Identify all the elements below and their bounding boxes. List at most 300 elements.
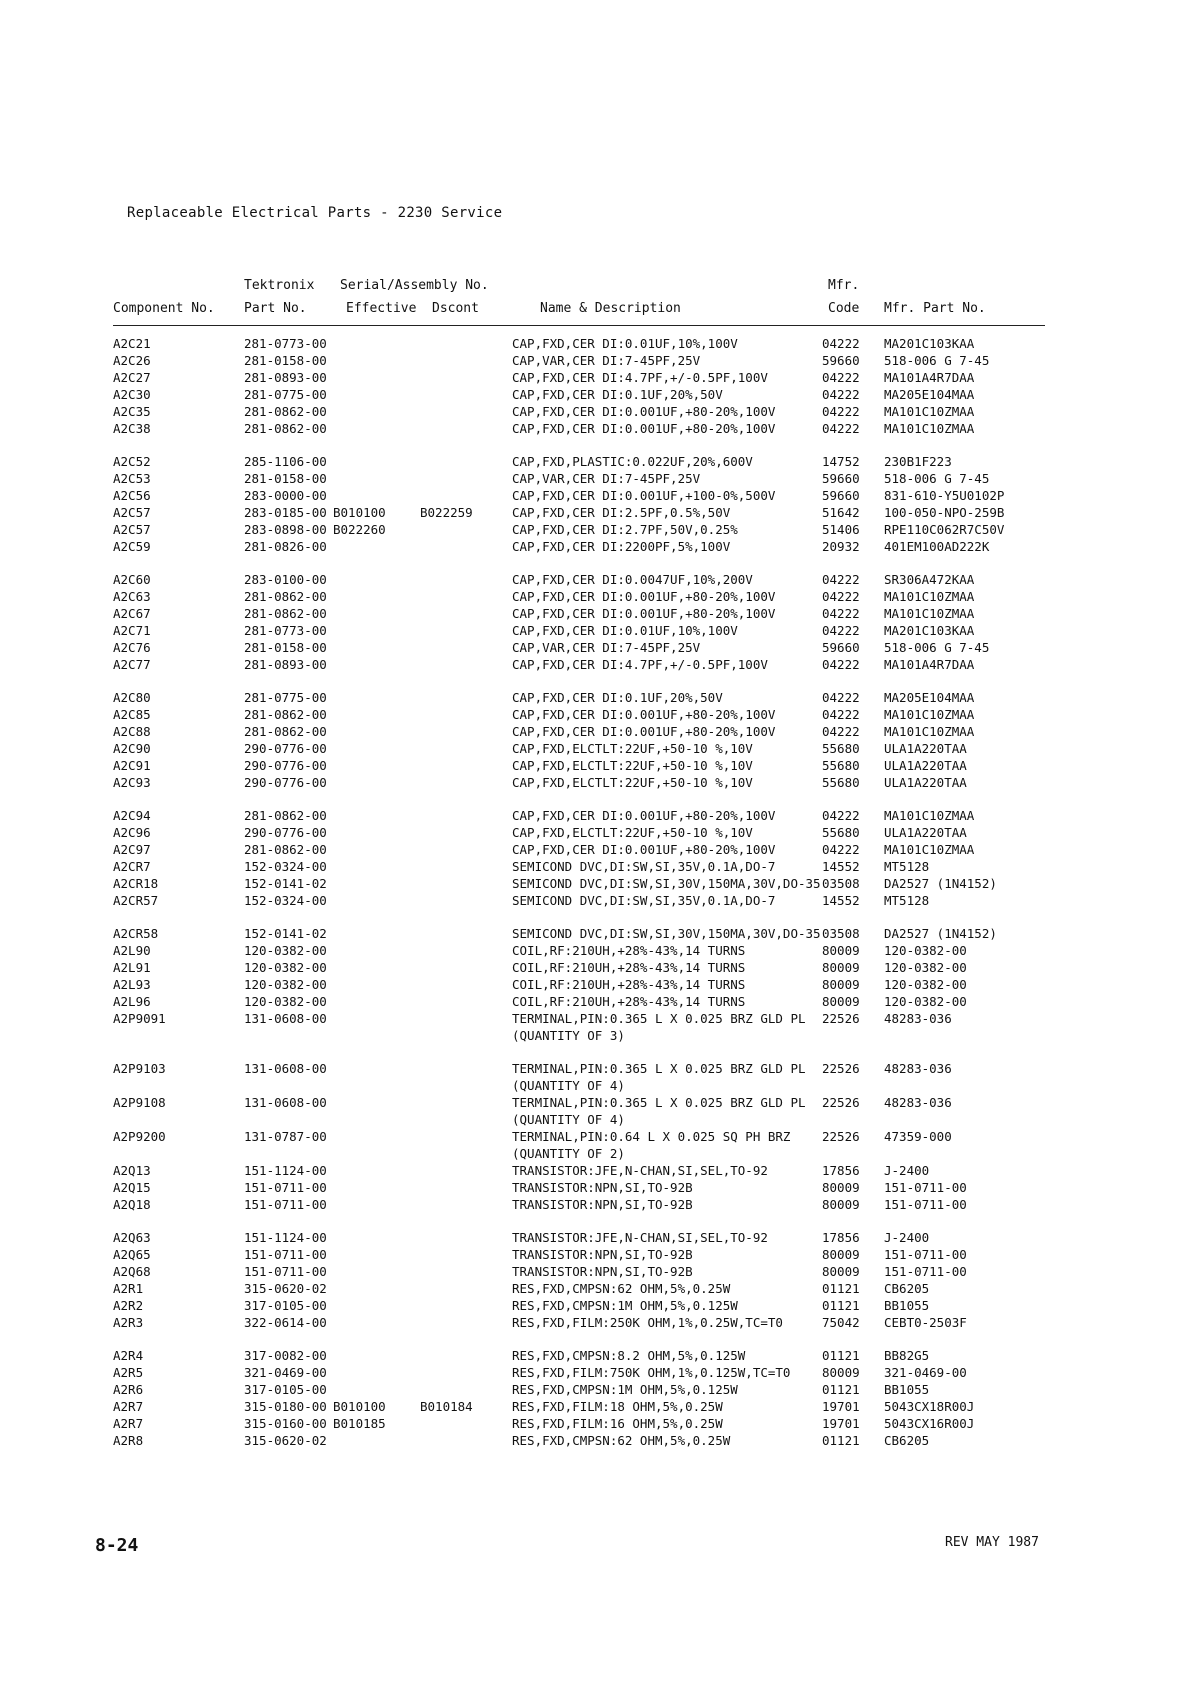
- mfr-code: 22526: [822, 1011, 860, 1026]
- mfr-code: 01121: [822, 1298, 860, 1313]
- description: CAP,FXD,CER DI:0.1UF,20%,50V: [512, 387, 723, 402]
- table-row: [0, 588, 1194, 605]
- part-no: 151-1124-00: [244, 1163, 327, 1178]
- mfr-part-no: 120-0382-00: [884, 960, 967, 975]
- mfr-part-no: MA205E104MAA: [884, 690, 975, 705]
- table-row: [0, 824, 1194, 841]
- mfr-code: 04222: [822, 657, 860, 672]
- mfr-part-no: 120-0382-00: [884, 977, 967, 992]
- table-row-continuation: [0, 1077, 1194, 1094]
- part-no: 120-0382-00: [244, 943, 327, 958]
- part-no: 281-0862-00: [244, 808, 327, 823]
- mfr-part-no: 151-0711-00: [884, 1197, 967, 1212]
- part-no: 131-0608-00: [244, 1061, 327, 1076]
- table-row: [0, 993, 1194, 1010]
- table-row: [0, 1347, 1194, 1364]
- description-continuation: (QUANTITY OF 2): [512, 1146, 625, 1161]
- mfr-code: 04222: [822, 572, 860, 587]
- mfr-part-no: 151-0711-00: [884, 1247, 967, 1262]
- part-no: 151-0711-00: [244, 1180, 327, 1195]
- description-continuation: (QUANTITY OF 4): [512, 1112, 625, 1127]
- mfr-part-no: ULA1A220TAA: [884, 775, 967, 790]
- mfr-part-no: 120-0382-00: [884, 994, 967, 1009]
- header-rule: [113, 325, 1045, 326]
- part-no: 281-0862-00: [244, 421, 327, 436]
- component-no: A2R6: [113, 1382, 144, 1397]
- description: TERMINAL,PIN:0.64 L X 0.025 SQ PH BRZ: [512, 1129, 791, 1144]
- mfr-part-no: MA201C103KAA: [884, 336, 975, 351]
- component-no: A2R1: [113, 1281, 144, 1296]
- part-no: 281-0893-00: [244, 657, 327, 672]
- mfr-part-no: ULA1A220TAA: [884, 825, 967, 840]
- mfr-part-no: MT5128: [884, 859, 930, 874]
- mfr-part-no: 48283-036: [884, 1061, 952, 1076]
- col-head-code: Code: [828, 301, 860, 316]
- description: SEMICOND DVC,DI:SW,SI,30V,150MA,30V,DO-35: [512, 876, 821, 891]
- component-no: A2P9200: [113, 1129, 166, 1144]
- mfr-code: 80009: [822, 943, 860, 958]
- table-row: [0, 1314, 1194, 1331]
- mfr-code: 80009: [822, 977, 860, 992]
- component-no: A2C71: [113, 623, 151, 638]
- mfr-code: 04222: [822, 404, 860, 419]
- part-no: 290-0776-00: [244, 825, 327, 840]
- mfr-code: 59660: [822, 353, 860, 368]
- mfr-code: 19701: [822, 1416, 860, 1431]
- effective-serial: B022260: [333, 522, 386, 537]
- page-number: 8-24: [95, 1535, 139, 1556]
- component-no: A2CR58: [113, 926, 159, 941]
- col-head-dscont: Dscont: [432, 301, 479, 316]
- component-no: A2C90: [113, 741, 151, 756]
- component-no: A2Q65: [113, 1247, 151, 1262]
- part-no: 317-0082-00: [244, 1348, 327, 1363]
- mfr-code: 01121: [822, 1382, 860, 1397]
- description: CAP,FXD,CER DI:0.001UF,+80-20%,100V: [512, 589, 776, 604]
- description: TERMINAL,PIN:0.365 L X 0.025 BRZ GLD PL: [512, 1011, 806, 1026]
- mfr-code: 04222: [822, 370, 860, 385]
- mfr-code: 03508: [822, 926, 860, 941]
- component-no: A2R2: [113, 1298, 144, 1313]
- mfr-code: 22526: [822, 1129, 860, 1144]
- mfr-part-no: 321-0469-00: [884, 1365, 967, 1380]
- table-row: [0, 420, 1194, 437]
- mfr-part-no: J-2400: [884, 1230, 930, 1245]
- part-no: 315-0620-02: [244, 1433, 327, 1448]
- col-head-serial-assembly: Serial/Assembly No.: [340, 278, 489, 293]
- part-no: 290-0776-00: [244, 741, 327, 756]
- mfr-code: 20932: [822, 539, 860, 554]
- table-row: [0, 1179, 1194, 1196]
- component-no: A2R8: [113, 1433, 144, 1448]
- mfr-part-no: 518-006 G 7-45: [884, 471, 990, 486]
- description: SEMICOND DVC,DI:SW,SI,35V,0.1A,DO-7: [512, 859, 776, 874]
- description: CAP,FXD,CER DI:0.01UF,10%,100V: [512, 623, 738, 638]
- description: CAP,FXD,ELCTLT:22UF,+50-10 %,10V: [512, 741, 753, 756]
- description: CAP,FXD,CER DI:0.001UF,+80-20%,100V: [512, 421, 776, 436]
- table-row: [0, 1364, 1194, 1381]
- part-no: 290-0776-00: [244, 758, 327, 773]
- mfr-code: 80009: [822, 1365, 860, 1380]
- mfr-code: 03508: [822, 876, 860, 891]
- description: TRANSISTOR:NPN,SI,TO-92B: [512, 1180, 693, 1195]
- mfr-part-no: 5043CX18R00J: [884, 1399, 975, 1414]
- description: TERMINAL,PIN:0.365 L X 0.025 BRZ GLD PL: [512, 1095, 806, 1110]
- part-no: 281-0826-00: [244, 539, 327, 554]
- description: CAP,FXD,CER DI:4.7PF,+/-0.5PF,100V: [512, 657, 768, 672]
- description: CAP,VAR,CER DI:7-45PF,25V: [512, 353, 701, 368]
- description: CAP,FXD,ELCTLT:22UF,+50-10 %,10V: [512, 825, 753, 840]
- component-no: A2Q68: [113, 1264, 151, 1279]
- table-row: [0, 369, 1194, 386]
- mfr-part-no: J-2400: [884, 1163, 930, 1178]
- description: TRANSISTOR:NPN,SI,TO-92B: [512, 1247, 693, 1262]
- table-row: [0, 1128, 1194, 1145]
- mfr-part-no: DA2527 (1N4152): [884, 926, 997, 941]
- description: TERMINAL,PIN:0.365 L X 0.025 BRZ GLD PL: [512, 1061, 806, 1076]
- part-no: 131-0608-00: [244, 1095, 327, 1110]
- mfr-part-no: 518-006 G 7-45: [884, 640, 990, 655]
- component-no: A2CR57: [113, 893, 159, 908]
- component-no: A2R4: [113, 1348, 144, 1363]
- component-no: A2C56: [113, 488, 151, 503]
- table-row: [0, 656, 1194, 673]
- mfr-code: 04222: [822, 421, 860, 436]
- table-row: [0, 959, 1194, 976]
- mfr-code: 80009: [822, 960, 860, 975]
- description: TRANSISTOR:NPN,SI,TO-92B: [512, 1264, 693, 1279]
- part-no: 315-0620-02: [244, 1281, 327, 1296]
- table-row: [0, 925, 1194, 942]
- effective-serial: B010100: [333, 505, 386, 520]
- table-row: [0, 352, 1194, 369]
- component-no: A2C97: [113, 842, 151, 857]
- description: CAP,FXD,CER DI:2200PF,5%,100V: [512, 539, 731, 554]
- part-no: 151-0711-00: [244, 1264, 327, 1279]
- table-row: [0, 706, 1194, 723]
- table-row: [0, 1010, 1194, 1027]
- mfr-part-no: MA205E104MAA: [884, 387, 975, 402]
- description: RES,FXD,CMPSN:1M OHM,5%,0.125W: [512, 1298, 738, 1313]
- mfr-code: 75042: [822, 1315, 860, 1330]
- table-row: [0, 1162, 1194, 1179]
- mfr-code: 80009: [822, 994, 860, 1009]
- part-no: 281-0862-00: [244, 589, 327, 604]
- mfr-part-no: MA101A4R7DAA: [884, 657, 975, 672]
- table-row: [0, 1398, 1194, 1415]
- table-row: [0, 1263, 1194, 1280]
- description-continuation: (QUANTITY OF 3): [512, 1028, 625, 1043]
- mfr-code: 04222: [822, 690, 860, 705]
- component-no: A2C38: [113, 421, 151, 436]
- table-row: [0, 386, 1194, 403]
- mfr-part-no: 47359-000: [884, 1129, 952, 1144]
- mfr-part-no: ULA1A220TAA: [884, 758, 967, 773]
- description: CAP,FXD,CER DI:0.001UF,+80-20%,100V: [512, 404, 776, 419]
- table-row: [0, 807, 1194, 824]
- part-no: 285-1106-00: [244, 454, 327, 469]
- component-no: A2C57: [113, 505, 151, 520]
- table-row-continuation: [0, 1145, 1194, 1162]
- table-row: [0, 875, 1194, 892]
- table-row: [0, 740, 1194, 757]
- part-no: 152-0324-00: [244, 893, 327, 908]
- mfr-code: 01121: [822, 1348, 860, 1363]
- description: SEMICOND DVC,DI:SW,SI,30V,150MA,30V,DO-35: [512, 926, 821, 941]
- mfr-part-no: 100-050-NPO-259B: [884, 505, 1005, 520]
- mfr-part-no: DA2527 (1N4152): [884, 876, 997, 891]
- mfr-part-no: BB1055: [884, 1298, 930, 1313]
- component-no: A2Q63: [113, 1230, 151, 1245]
- component-no: A2Q18: [113, 1197, 151, 1212]
- description: CAP,FXD,CER DI:0.01UF,10%,100V: [512, 336, 738, 351]
- part-no: 152-0324-00: [244, 859, 327, 874]
- table-row: [0, 335, 1194, 352]
- mfr-code: 55680: [822, 775, 860, 790]
- mfr-code: 04222: [822, 336, 860, 351]
- row-group: [0, 925, 1194, 1044]
- part-no: 131-0608-00: [244, 1011, 327, 1026]
- part-no: 281-0862-00: [244, 404, 327, 419]
- part-no: 317-0105-00: [244, 1382, 327, 1397]
- mfr-code: 59660: [822, 488, 860, 503]
- component-no: A2C26: [113, 353, 151, 368]
- dscont-serial: B010184: [420, 1399, 473, 1414]
- mfr-code: 17856: [822, 1163, 860, 1178]
- table-row: [0, 605, 1194, 622]
- col-head-component-no: Component No.: [113, 301, 215, 316]
- table-row: [0, 1229, 1194, 1246]
- row-group: [0, 689, 1194, 791]
- part-no: 322-0614-00: [244, 1315, 327, 1330]
- description: RES,FXD,FILM:16 OHM,5%,0.25W: [512, 1416, 723, 1431]
- row-group: [0, 571, 1194, 673]
- component-no: A2C60: [113, 572, 151, 587]
- mfr-code: 14552: [822, 859, 860, 874]
- table-row: [0, 1381, 1194, 1398]
- mfr-code: 55680: [822, 741, 860, 756]
- component-no: A2P9091: [113, 1011, 166, 1026]
- component-no: A2L91: [113, 960, 151, 975]
- component-no: A2C85: [113, 707, 151, 722]
- mfr-code: 04222: [822, 623, 860, 638]
- table-row: [0, 571, 1194, 588]
- mfr-code: 04222: [822, 842, 860, 857]
- part-no: 281-0862-00: [244, 606, 327, 621]
- mfr-part-no: 230B1F223: [884, 454, 952, 469]
- description: CAP,FXD,CER DI:2.7PF,50V,0.25%: [512, 522, 738, 537]
- part-no: 151-0711-00: [244, 1197, 327, 1212]
- description: CAP,VAR,CER DI:7-45PF,25V: [512, 471, 701, 486]
- mfr-part-no: MA101C10ZMAA: [884, 404, 975, 419]
- description: TRANSISTOR:JFE,N-CHAN,SI,SEL,TO-92: [512, 1230, 768, 1245]
- mfr-code: 01121: [822, 1281, 860, 1296]
- table-row: [0, 504, 1194, 521]
- part-no: 120-0382-00: [244, 994, 327, 1009]
- mfr-part-no: MA101C10ZMAA: [884, 808, 975, 823]
- table-row: [0, 487, 1194, 504]
- component-no: A2C35: [113, 404, 151, 419]
- part-no: 317-0105-00: [244, 1298, 327, 1313]
- row-group: [0, 1347, 1194, 1449]
- part-no: 151-1124-00: [244, 1230, 327, 1245]
- table-row: [0, 774, 1194, 791]
- page-header: Replaceable Electrical Parts - 2230 Service: [127, 205, 503, 221]
- row-group: [0, 1229, 1194, 1331]
- description: CAP,FXD,ELCTLT:22UF,+50-10 %,10V: [512, 758, 753, 773]
- description: CAP,FXD,ELCTLT:22UF,+50-10 %,10V: [512, 775, 753, 790]
- component-no: A2CR7: [113, 859, 151, 874]
- part-no: 281-0158-00: [244, 353, 327, 368]
- description: CAP,FXD,CER DI:0.001UF,+100-0%,500V: [512, 488, 776, 503]
- component-no: A2C63: [113, 589, 151, 604]
- part-no: 315-0180-00: [244, 1399, 327, 1414]
- mfr-code: 04222: [822, 808, 860, 823]
- table-row: [0, 858, 1194, 875]
- table-row: [0, 1094, 1194, 1111]
- description: COIL,RF:210UH,+28%-43%,14 TURNS: [512, 943, 746, 958]
- description: CAP,FXD,CER DI:0.001UF,+80-20%,100V: [512, 707, 776, 722]
- mfr-code: 04222: [822, 589, 860, 604]
- table-row: [0, 622, 1194, 639]
- mfr-part-no: MA101C10ZMAA: [884, 421, 975, 436]
- component-no: A2C91: [113, 758, 151, 773]
- mfr-part-no: 831-610-Y5U0102P: [884, 488, 1005, 503]
- mfr-part-no: CB6205: [884, 1281, 930, 1296]
- row-group: [0, 335, 1194, 437]
- component-no: A2C88: [113, 724, 151, 739]
- table-row: [0, 403, 1194, 420]
- description: TRANSISTOR:NPN,SI,TO-92B: [512, 1197, 693, 1212]
- table-row: [0, 1415, 1194, 1432]
- part-no: 281-0775-00: [244, 387, 327, 402]
- part-no: 283-0100-00: [244, 572, 327, 587]
- mfr-part-no: MA101C10ZMAA: [884, 842, 975, 857]
- col-head-effective: Effective: [346, 301, 417, 316]
- mfr-part-no: CB6205: [884, 1433, 930, 1448]
- col-head-name-description: Name & Description: [540, 301, 681, 316]
- component-no: A2R5: [113, 1365, 144, 1380]
- table-row: [0, 757, 1194, 774]
- table-row: [0, 470, 1194, 487]
- part-no: 283-0185-00: [244, 505, 327, 520]
- mfr-code: 80009: [822, 1180, 860, 1195]
- table-row: [0, 453, 1194, 470]
- mfr-code: 80009: [822, 1264, 860, 1279]
- mfr-part-no: MA101C10ZMAA: [884, 724, 975, 739]
- parts-table: [0, 335, 1194, 1465]
- description: RES,FXD,CMPSN:62 OHM,5%,0.25W: [512, 1281, 731, 1296]
- description: RES,FXD,CMPSN:8.2 OHM,5%,0.125W: [512, 1348, 746, 1363]
- component-no: A2C21: [113, 336, 151, 351]
- table-row: [0, 942, 1194, 959]
- table-row: [0, 538, 1194, 555]
- mfr-part-no: 48283-036: [884, 1011, 952, 1026]
- mfr-part-no: MA101C10ZMAA: [884, 606, 975, 621]
- component-no: A2CR18: [113, 876, 159, 891]
- part-no: 281-0862-00: [244, 707, 327, 722]
- mfr-part-no: 151-0711-00: [884, 1180, 967, 1195]
- table-row: [0, 521, 1194, 538]
- description: RES,FXD,CMPSN:62 OHM,5%,0.25W: [512, 1433, 731, 1448]
- table-row: [0, 689, 1194, 706]
- col-head-mfr-part-no: Mfr. Part No.: [884, 301, 986, 316]
- description: TRANSISTOR:JFE,N-CHAN,SI,SEL,TO-92: [512, 1163, 768, 1178]
- part-no: 131-0787-00: [244, 1129, 327, 1144]
- description: COIL,RF:210UH,+28%-43%,14 TURNS: [512, 977, 746, 992]
- effective-serial: B010100: [333, 1399, 386, 1414]
- part-no: 281-0862-00: [244, 724, 327, 739]
- part-no: 281-0158-00: [244, 640, 327, 655]
- dscont-serial: B022259: [420, 505, 473, 520]
- part-no: 315-0160-00: [244, 1416, 327, 1431]
- mfr-part-no: SR306A472KAA: [884, 572, 975, 587]
- component-no: A2C80: [113, 690, 151, 705]
- mfr-part-no: MA101A4R7DAA: [884, 370, 975, 385]
- component-no: A2P9108: [113, 1095, 166, 1110]
- description: CAP,FXD,CER DI:4.7PF,+/-0.5PF,100V: [512, 370, 768, 385]
- mfr-code: 55680: [822, 825, 860, 840]
- mfr-part-no: 401EM100AD222K: [884, 539, 990, 554]
- description: RES,FXD,FILM:18 OHM,5%,0.25W: [512, 1399, 723, 1414]
- part-no: 281-0862-00: [244, 842, 327, 857]
- component-no: A2C30: [113, 387, 151, 402]
- component-no: A2C53: [113, 471, 151, 486]
- component-no: A2C59: [113, 539, 151, 554]
- mfr-part-no: MA101C10ZMAA: [884, 589, 975, 604]
- table-row: [0, 723, 1194, 740]
- table-row: [0, 1060, 1194, 1077]
- mfr-part-no: 5043CX16R00J: [884, 1416, 975, 1431]
- component-no: A2C94: [113, 808, 151, 823]
- description: CAP,FXD,CER DI:0.001UF,+80-20%,100V: [512, 724, 776, 739]
- mfr-part-no: 518-006 G 7-45: [884, 353, 990, 368]
- component-no: A2C76: [113, 640, 151, 655]
- component-no: A2R7: [113, 1399, 144, 1414]
- effective-serial: B010185: [333, 1416, 386, 1431]
- part-no: 120-0382-00: [244, 977, 327, 992]
- mfr-code: 51406: [822, 522, 860, 537]
- component-no: A2C77: [113, 657, 151, 672]
- table-row: [0, 1196, 1194, 1213]
- description: CAP,FXD,CER DI:0.0047UF,10%,200V: [512, 572, 753, 587]
- mfr-part-no: RPE110C062R7C50V: [884, 522, 1005, 537]
- mfr-code: 22526: [822, 1061, 860, 1076]
- mfr-code: 14752: [822, 454, 860, 469]
- part-no: 152-0141-02: [244, 876, 327, 891]
- component-no: A2C93: [113, 775, 151, 790]
- table-row-continuation: [0, 1027, 1194, 1044]
- mfr-code: 59660: [822, 471, 860, 486]
- mfr-part-no: MT5128: [884, 893, 930, 908]
- part-no: 283-0000-00: [244, 488, 327, 503]
- part-no: 281-0773-00: [244, 336, 327, 351]
- mfr-part-no: MA201C103KAA: [884, 623, 975, 638]
- mfr-code: 14552: [822, 893, 860, 908]
- col-head-part-no: Part No.: [244, 301, 307, 316]
- mfr-code: 04222: [822, 606, 860, 621]
- table-row: [0, 841, 1194, 858]
- part-no: 281-0893-00: [244, 370, 327, 385]
- table-row: [0, 639, 1194, 656]
- part-no: 120-0382-00: [244, 960, 327, 975]
- description: CAP,FXD,CER DI:0.1UF,20%,50V: [512, 690, 723, 705]
- mfr-code: 17856: [822, 1230, 860, 1245]
- component-no: A2L96: [113, 994, 151, 1009]
- table-row-continuation: [0, 1111, 1194, 1128]
- mfr-code: 55680: [822, 758, 860, 773]
- part-no: 151-0711-00: [244, 1247, 327, 1262]
